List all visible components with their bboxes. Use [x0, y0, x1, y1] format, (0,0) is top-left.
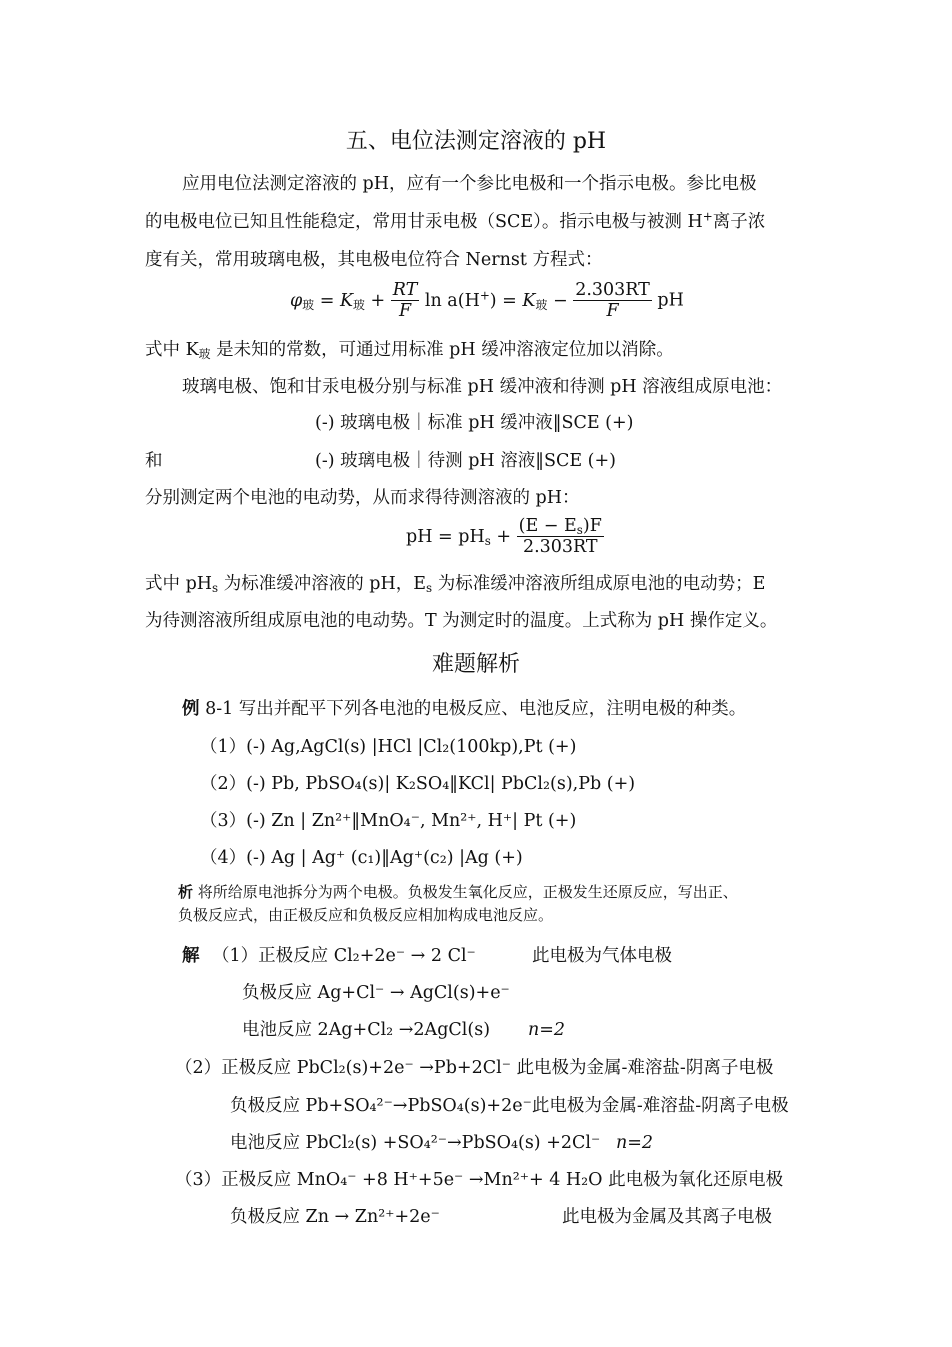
solution-row-3: 电池反应 2Ag+Cl₂ →2AgCl(s)	[242, 1020, 491, 1040]
solution-row-1: （1）正极反应 Cl₂+2e⁻ → 2 Cl⁻	[212, 946, 476, 966]
example-item-2: （2）(-) Pb, PbSO₄(s)| K₂SO₄‖KCl| PbCl₂(s),Pb (+)	[200, 774, 636, 794]
example-item-1: （1）(-) Ag,AgCl(s) |HCl |Cl₂(100kp),Pt (+)	[200, 737, 577, 757]
intro-line-2: 的电极电位已知且性能稳定，常用甘汞电极（SCE）。指示电极与被测 H+离子浓	[145, 209, 766, 232]
analysis-line-2: 负极反应式，由正极反应和负极反应相加构成电池反应。	[178, 906, 554, 924]
subtitle: 难题解析	[431, 652, 520, 677]
example-item-3: （3）(-) Zn | Zn²⁺‖MnO₄⁻, Mn²⁺, H⁺| Pt (+)	[200, 811, 577, 831]
and-label: 和	[145, 451, 163, 471]
solution-row-4: （2）正极反应 PbCl₂(s)+2e⁻ →Pb+2Cl⁻ 此电极为金属-难溶盐-阴离子电极	[175, 1058, 774, 1078]
example-item-4: （4）(-) Ag | Ag⁺ (c₁)‖Ag⁺(c₂) |Ag (+)	[200, 848, 523, 868]
where-k-line: 式中 $K_玻$ 是未知的常数，可通过用标准 pH 缓冲溶液定位加以消除。	[145, 340, 674, 361]
ph-equation: pH = $pH_s$ + $\frac{(E - E_s)F}{2.303RT}$	[406, 516, 602, 557]
cell-intro-line: 玻璃电极、饱和甘汞电极分别与标准 pH 缓冲液和待测 pH 溶液组成原电池：	[182, 377, 783, 397]
solution-row-8: 负极反应 Zn → Zn²⁺+2e⁻	[230, 1207, 440, 1227]
cell-1: (-) 玻璃电极｜标准 pH 缓冲液‖SCE (+)	[315, 413, 634, 433]
solution-row-7: （3）正极反应 MnO₄⁻ +8 H⁺+5e⁻ →Mn²⁺+ 4 H₂O 此电极为氧化还原电极	[175, 1170, 784, 1190]
example-heading: 例 8-1 写出并配平下列各电池的电极反应、电池反应，注明电极的种类。	[182, 699, 747, 719]
solution-row-8-note: 此电极为金属及其离子电极	[562, 1207, 772, 1227]
solution-row-5: 负极反应 Pb+SO₄²⁻→PbSO₄(s)+2e⁻此电极为金属-难溶盐-阴离子电极	[230, 1096, 789, 1116]
intro-line-3: 度有关，常用玻璃电极，其电极电位符合 Nernst 方程式：	[145, 250, 603, 270]
where-ph-line-1: 式中 $pH_s$ 为标准缓冲溶液的 pH，$E_s$ 为标准缓冲溶液所组成原电池的电动势；E	[145, 574, 766, 595]
intro-line-1: 应用电位法测定溶液的 pH，应有一个参比电极和一个指示电极。参比电极	[182, 174, 757, 194]
solution-row-6-note: n=2	[616, 1133, 654, 1153]
where-ph-line-2: 为待测溶液所组成原电池的电动势。T 为测定时的温度。上式称为 pH 操作定义。	[145, 611, 778, 631]
analysis-line-1: 析 将所给原电池拆分为两个电极。负极发生氧化反应，正极发生还原反应，写出正、	[178, 883, 738, 901]
solution-row-6: 电池反应 PbCl₂(s) +SO₄²⁻→PbSO₄(s) +2Cl⁻	[230, 1133, 601, 1153]
solution-row-3-note: n=2	[528, 1020, 566, 1040]
measure-line: 分别测定两个电池的电动势，从而求得待测溶液的 pH：	[145, 488, 580, 508]
section-title: 五、电位法测定溶液的 pH	[345, 129, 607, 154]
solution-row-1-note: 此电极为气体电极	[532, 946, 672, 966]
cell-2: (-) 玻璃电极｜待测 pH 溶液‖SCE (+)	[315, 451, 617, 471]
solution-label: 解	[182, 946, 200, 966]
nernst-equation: $\varphi_玻 = K_玻$ + $\frac{RT}{F}$ $\ln a(H^+) = K_玻$ − $\frac{2.303RT}{F}$ pH	[290, 280, 684, 321]
solution-row-2: 负极反应 Ag+Cl⁻ → AgCl(s)+e⁻	[242, 983, 510, 1003]
